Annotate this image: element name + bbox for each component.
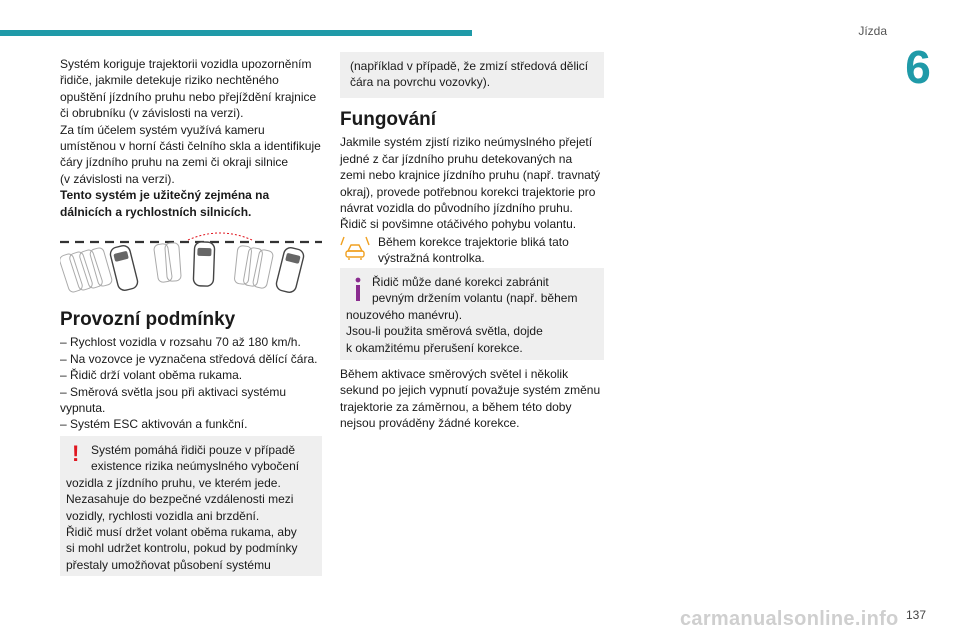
intro-bold-line: dálnicích a rychlostních silnicích. [60,204,252,219]
info-box [340,268,604,360]
function-line: Jakmile systém zjistí riziko neúmyslného přejetí [340,135,593,150]
info-line: nouzového manévru). [346,307,463,322]
warning-exclamation-icon: ! [72,441,80,466]
info-line: k okamžitému přerušení korekce. [346,340,523,355]
lamp-line: výstražná kontrolka. [378,251,485,266]
intro-line: opuštění jízdního pruhu nebo přejíždění krajnice [60,89,317,104]
info-line: Řidič může dané korekci zabránit [372,275,549,289]
watermark: carmanualsonline.info [680,608,899,630]
warning-line: Řidič musí držet volant oběma rukama, aby [66,525,297,540]
intro-line: čáry jízdního pruhu na zemi či okraji silnice [60,155,289,170]
continued-line: čára na povrchu vozovky). [350,75,491,90]
conditions-heading: Provozní podmínky [60,309,236,330]
outro-line: Během aktivace směrových světel i několik [340,367,569,381]
outro-section [340,366,606,432]
condition-item: – Směrová světla jsou při aktivaci systému [60,384,287,399]
continued-line: (například v případě, že zmizí středová dělicí [350,59,589,73]
intro-line: (v závislosti na verzi). [60,171,175,186]
lane-warning-lamp-icon [340,235,370,261]
warning-line: existence rizika neúmyslného vybočení [91,459,300,474]
warning-line: přestaly umožňovat působení systému [66,557,271,572]
function-line: okraj), provede potřebnou korekci trajektorie pro [340,184,596,199]
warning-line: Nezasahuje do bezpečné vzdálenosti mezi [66,492,294,507]
outro-line: nejsou prováděny žádné korekce. [340,416,520,431]
condition-item: – Na vozovce je vyznačena středová dělící čára. [60,351,318,366]
conditions-section [60,309,322,433]
function-line: zemi nebo krajnice jízdního pruhu (např. travnatý [340,168,601,183]
intro-line: či obrubníku (v závislosti na verzi). [60,106,244,121]
condition-item: – Rychlost vozidla v rozsahu 70 až 180 km/h. [60,335,301,350]
intro-line: umístěnou v horní části čelního skla a identifikuje [60,139,321,154]
warning-line: vozidla z jízdního pruhu, ve kterém jede. [66,475,281,490]
condition-item: – Systém ESC aktivován a funkční. [60,417,248,432]
warning-line: vozidly, rychlosti vozidla ani brzdění. [66,508,260,523]
section-title: Jízda [858,24,887,38]
info-line: Jsou-li použita směrová světla, dojde [346,324,543,339]
car-1 [109,244,139,292]
condition-item: vypnuta. [60,401,106,416]
warning-line: si mohl udržet kontrolu, pokud by podmínky [66,541,298,556]
lamp-description [378,234,606,267]
outro-line: trajektorie za záměrnou, a během této doby [340,399,572,414]
page-number: 137 [905,608,926,622]
intro-line: Systém koriguje trajektorii vozidla upozorněním [60,57,312,71]
lamp-line: Během korekce trajektorie bliká tato [378,235,569,249]
function-line: návrat vozidla do původního jízdního pruhu. [340,201,573,216]
continued-warning-box [340,52,604,98]
outro-line: sekund po jejich vypnutí považuje systém změnu [340,383,601,398]
function-section [340,109,606,233]
correction-arc [188,233,252,240]
function-heading: Fungování [340,109,437,130]
function-line: jedné z čar jízdního pruhu detekovaných na [340,151,573,166]
function-line: Řidič si povšimne otáčivého pohybu volantu. [340,217,577,232]
header-accent-bar [0,30,472,36]
chapter-number: 6 [905,41,931,93]
lane-correction-illustration [60,228,322,294]
intro-line: Za tím účelem systém využívá kameru [60,122,265,137]
car-3 [275,246,305,294]
intro-bold-line: Tento systém je užitečný zejména na [60,188,270,203]
intro-line: řidiče, jakmile detekuje riziko nechtěného [60,73,279,88]
info-icon [350,276,366,302]
warning-box [60,436,322,576]
condition-item: – Řidič drží volant oběma rukama. [60,368,243,383]
warning-line: Systém pomáhá řidiči pouze v případě [91,443,296,457]
left-column [60,56,322,220]
info-line: pevným držením volantu (např. během [372,291,578,306]
